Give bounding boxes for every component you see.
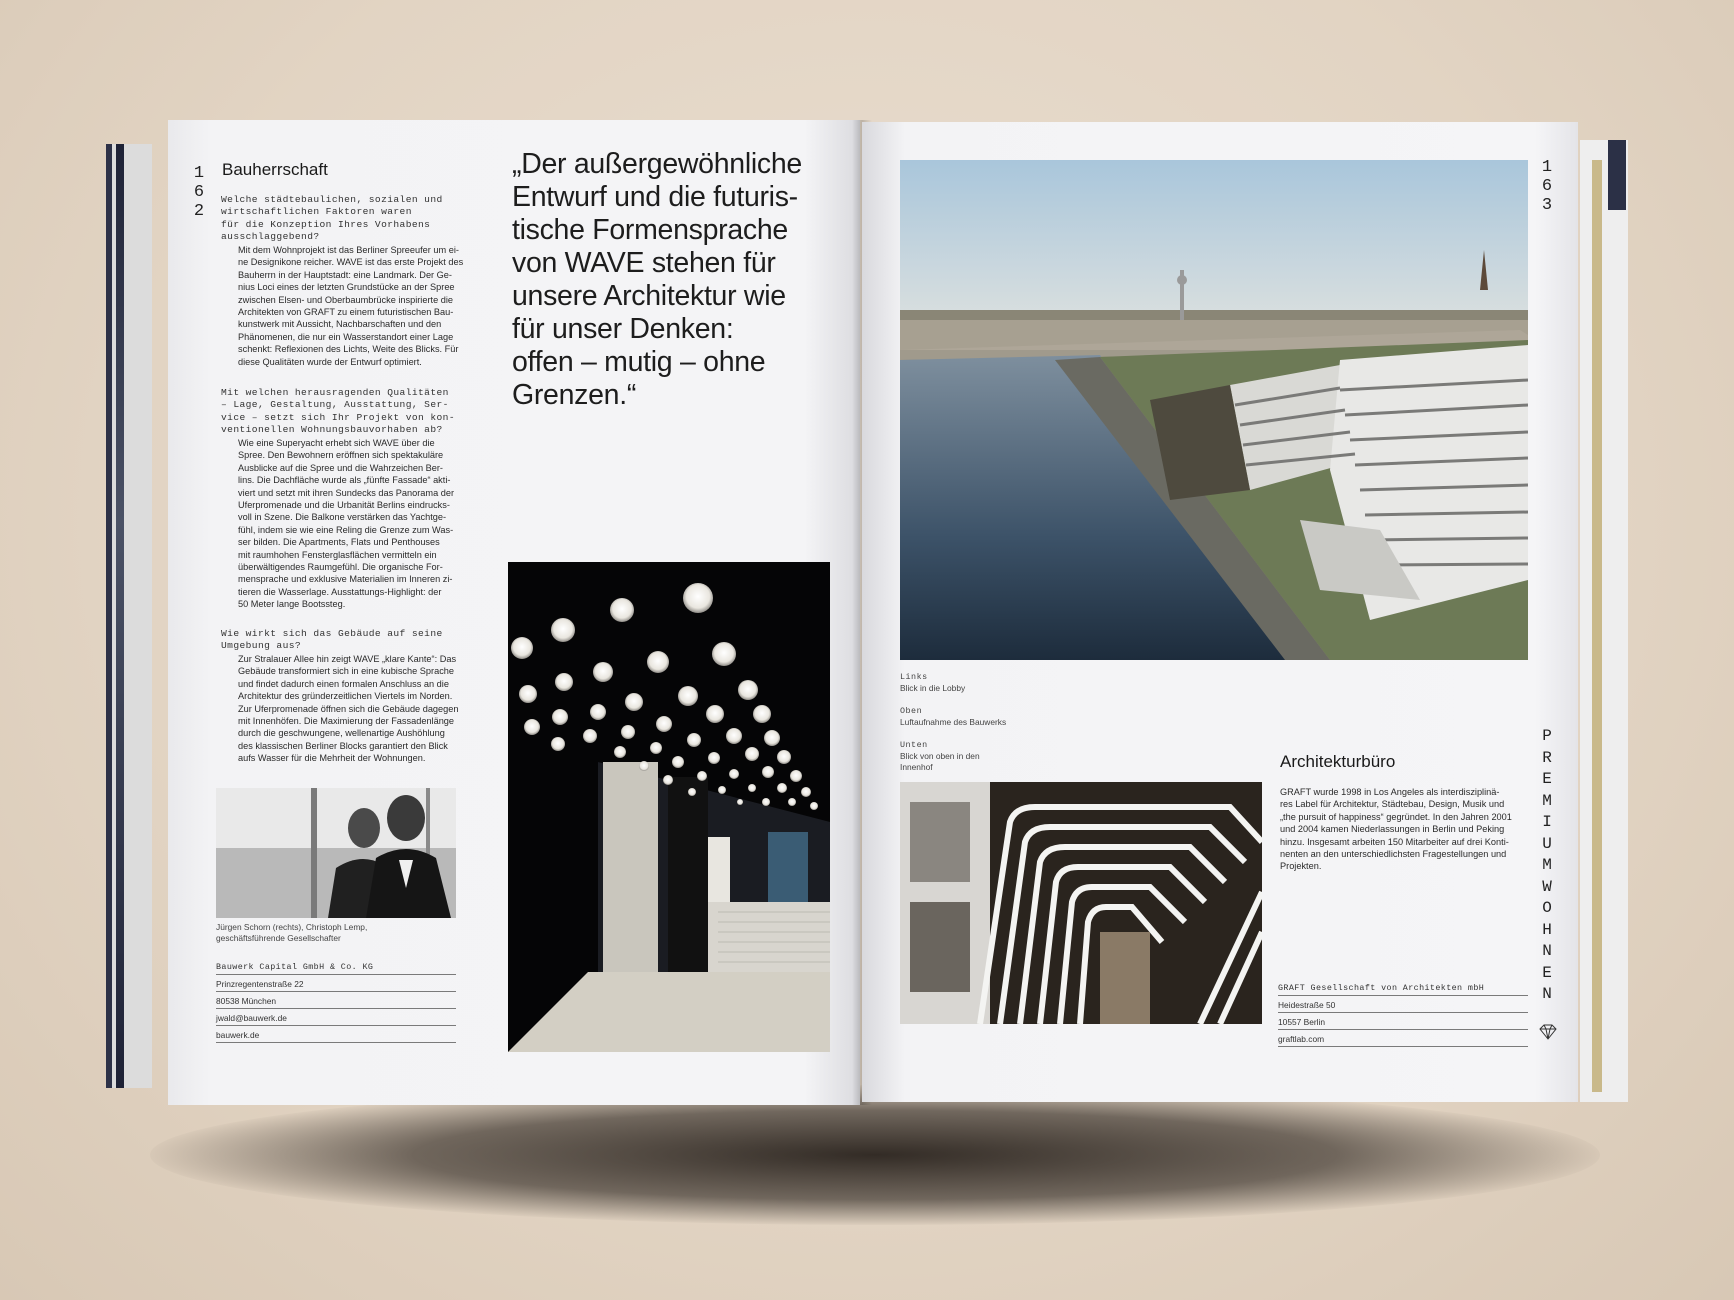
answer-1: Mit dem Wohnprojekt ist das Berliner Spreeufer um ei- ne Designikone reicher. WAVE ist das erste Projekt des Bauherrn in der Hauptstadt: eine Landmark. Der Ge- nius Loci eines der letzten Grundstücke an der Spree zwischen Elsen- und Oberbaumbrücke inspirierte die Architekten von GRAFT zu einem futuristischen Bau- kunstwerk mit Aussicht, Nachbarschaften und den Phänomenen, die nur ein Wasserstandort einer Lage schenkt: Reflexionen des Lichts, Weite des Blicks. Für diese Qualitäten wurde der Entwurf optimiert. [238,245,464,367]
architect-description: GRAFT wurde 1998 in Los Angeles als interdisziplinä- res Label für Architektur, Städtebau, Design, Musik und „the pursuit of happiness“ gegründet. In den Jahren 2001 und 2004 kamen Niederlassungen in Berlin und Peking hinzu. Insgesamt arbeiten 150 Mitarbeiter auf drei Konti- nenten an den unterschiedlichsten Fragestellungen und Projekten. [1280,787,1512,872]
diamond-icon [1538,1022,1558,1042]
right-page [862,122,1578,1102]
lobby-photo [508,562,830,1052]
book-right-edge [1580,140,1628,1102]
client-email[interactable]: jwald@bauwerk.de [216,1009,456,1026]
portrait-photo [216,788,456,918]
architect-address-street: Heidestraße 50 [1278,996,1528,1013]
section-title-architekturbuero: Architekturbüro [1280,752,1396,771]
portrait-caption: Jürgen Schorn (rechts), Christoph Lemp, geschäftsführende Gesellschafter [216,922,368,943]
client-contact [216,958,456,1043]
architect-company-name: GRAFT Gesellschaft von Architekten mbH [1278,979,1528,996]
answer-3: Zur Stralauer Allee hin zeigt WAVE „klare Kante“: Das Gebäude transformiert sich in eine kubische Sprache und findet dadurch einen formalen Anschluss an die Architektur des gründerzeitlichen Viertels im Norden. Zur Uferpromenade öffnen sich die Gebäude dagegen mit Innenhöfen. Die Maximierung der Fassadenlänge durch die geschwungene, wellenartige Aushöhlung des klassischen Berliner Blocks garantiert den Blick aufs Wasser für die Mehrheit der Wohnungen. [238,654,459,764]
question-2: Mit welchen herausragenden Qualitäten – Lage, Gestaltung, Ausstattung, Ser- vice – setzt sich Ihr Projekt von kon- ventionellen Wohnungsbauvorhaben ab? [221,387,455,436]
photo-captions: Links Blick in die Lobby Oben Luftaufnahme des Bauwerks Unten Blick von oben in den Innenhof [900,672,1007,772]
answer-2: Wie eine Superyacht erhebt sich WAVE über die Spree. Den Bewohnern eröffnen sich spektakuläre Ausblicke auf die Spree und die Wahrzeichen Ber- lins. Die Dachfläche wurde als „fünfte Fassade“ akti- viert und setzt mit ihren Sundecks das Panorama der Uferpromenade und die Urbanität Berlins eindrucks- voll in Szene. Die Balkone verstärken das Yachtge- fühl, indem sie wie eine Reling die Grenze zum Was- ser bilden. Die Apartments, Flats und Penthouses mit raumhohen Fensterglasflächen vermitteln ein überwältigendes Raumgefühl. Die organische For- mensprache und exklusive Materialien im Inneren zi- tieren die Wasserlage. Ausstattungs-Highlight: der 50 Meter lange Bootssteg. [238,438,455,610]
architect-contact [1278,979,1528,1047]
architect-address-city: 10557 Berlin [1278,1013,1528,1030]
page-number-right: 1 6 3 [1541,158,1553,215]
client-address-city: 80538 München [216,992,456,1009]
courtyard-photo [900,782,1262,1024]
category-label-premiumwohnen: P R E M I U M W O H N E N [1542,727,1552,1003]
page-number-left: 1 6 2 [193,164,205,221]
section-title-bauherrschaft: Bauherrschaft [222,160,328,179]
client-company-name: Bauwerk Capital GmbH & Co. KG [216,958,456,975]
question-1: Welche städtebaulichen, sozialen und wirtschaftlichen Faktoren waren für die Konzeption Ihres Vorhabens ausschlaggebend? [221,194,443,243]
book-shadow [150,1085,1600,1225]
pull-quote: „Der außergewöhnliche Entwurf und die futuris- tische Formensprache von WAVE stehen für unsere Architektur wie für unser Denken: offen – mutig – ohne Grenzen.“ [512,148,802,411]
aerial-photo [900,160,1528,660]
client-address-street: Prinzregentenstraße 22 [216,975,456,992]
client-website[interactable]: bauwerk.de [216,1026,456,1043]
architect-website[interactable]: graftlab.com [1278,1030,1528,1047]
book-left-edge [106,144,152,1088]
question-3: Wie wirkt sich das Gebäude auf seine Umgebung aus? [221,628,443,652]
